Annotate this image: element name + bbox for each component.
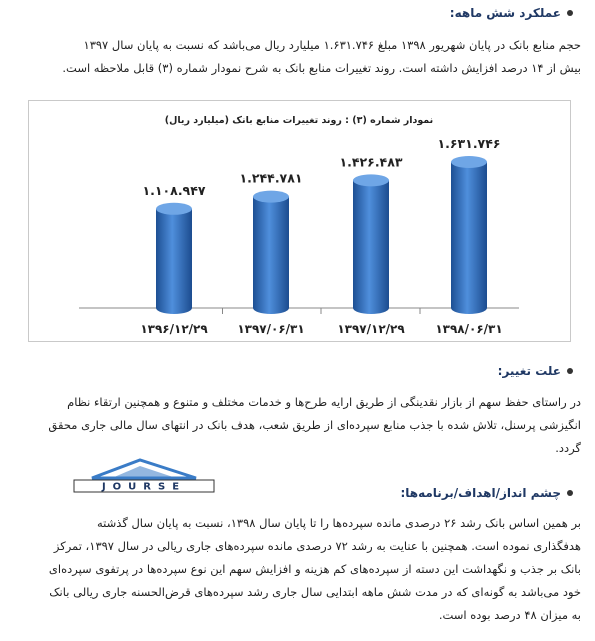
- bar: [451, 162, 487, 314]
- paragraph-line: انگیزشی پرسنل، تلاش شده با جذب منابع سپرده‌ای از طریق شعب، هدف بانک در انتهای سال مالی جاری محقق: [48, 418, 581, 432]
- bar-top: [156, 203, 192, 215]
- section-heading-outlook: [400, 486, 573, 500]
- data-label: ۱.۴۲۶.۴۸۳: [339, 154, 403, 170]
- section-heading-performance: [450, 6, 573, 20]
- bar-top: [353, 174, 389, 186]
- bar-top: [253, 191, 289, 203]
- paragraph-line: گردد.: [555, 441, 581, 455]
- paragraph-line: خود می‌باشد به گونه‌ای که در مدت شش ماهه ابتدایی سال جاری رشد سپرده‌های قرض‌الحسنه جاری ریالی بانک: [49, 585, 581, 599]
- bar: [253, 197, 289, 314]
- x-tick-label: ۱۳۹۸/۰۶/۳۱: [435, 322, 503, 336]
- data-label: ۱.۶۳۱.۷۴۶: [437, 136, 501, 152]
- bullet-icon: [567, 10, 573, 16]
- resources-bar-chart: [29, 101, 570, 341]
- heading-text: عملکرد شش ماهه:: [449, 6, 561, 20]
- paragraph-line: حجم منابع بانک در پایان شهریور ۱۳۹۸ مبلغ ۱.۶۳۱.۷۴۶ میلیارد ریال می‌باشد که نسبت به پایان سال ۱۳۹۷: [83, 38, 581, 52]
- x-tick-label: ۱۳۹۷/۰۶/۳۱: [237, 322, 305, 336]
- paragraph-line: بانک بر جذب و نگهداشت این دسته از سپرده‌های کم هزینه و افزایش سهم این نوع سپرده‌ها در پرتفوی سپرده‌ای: [48, 562, 581, 576]
- logo-text: JOURSE: [101, 481, 187, 493]
- data-label: ۱.۱۰۸.۹۴۷: [142, 182, 206, 198]
- x-tick-label: ۱۳۹۷/۱۲/۲۹: [337, 322, 405, 336]
- bars-group: [140, 136, 502, 336]
- heading-text: چشم انداز/اهداف/برنامه‌ها:: [400, 486, 561, 500]
- chart-panel: [28, 100, 571, 342]
- logo-icon: [72, 456, 216, 496]
- bar: [156, 209, 192, 314]
- paragraph-line: در راستای حفظ سهم از بازار نقدینگی از طریق ارایه طرح‌ها و خدمات مختلف و متنوع و همچنین ارتقاء نظام: [67, 395, 581, 409]
- bar-top: [451, 156, 487, 168]
- paragraph-line: هدفگذاری نموده است. همچنین با عنایت به رشد ۷۲ درصدی مانده سپرده‌های جاری ریالی در سال ۱۳۹۷، تمرکز: [53, 539, 581, 553]
- paragraph-line: به میزان ۴۸ درصد بوده است.: [438, 608, 581, 622]
- paragraph-line: بیش از ۱۴ درصد افزایش داشته است. روند تغییرات منابع بانک به شرح نمودار شماره (۳) قابل ملاحظه است.: [62, 61, 581, 75]
- bullet-icon: [567, 490, 573, 496]
- bullet-icon: [567, 368, 573, 374]
- section-heading-cause: [498, 364, 573, 378]
- x-tick-label: ۱۳۹۶/۱۲/۲۹: [140, 322, 208, 336]
- data-label: ۱.۲۴۴.۷۸۱: [239, 170, 303, 186]
- chart-title: نمودار شماره (۳) : روند تغییرات منابع بانک (میلیارد ریال): [164, 115, 434, 126]
- performance-paragraph: [14, 34, 581, 80]
- heading-text: علت تغییر:: [497, 364, 561, 378]
- watermark-logo: [72, 456, 216, 496]
- cause-paragraph: [14, 391, 581, 460]
- paragraph-line: بر همین اساس بانک رشد ۲۶ درصدی مانده سپرده‌ها را تا پایان سال ۱۳۹۸، نسبت به پایان سال گذشته: [97, 516, 581, 530]
- outlook-paragraph: [14, 512, 581, 627]
- bar: [353, 180, 389, 314]
